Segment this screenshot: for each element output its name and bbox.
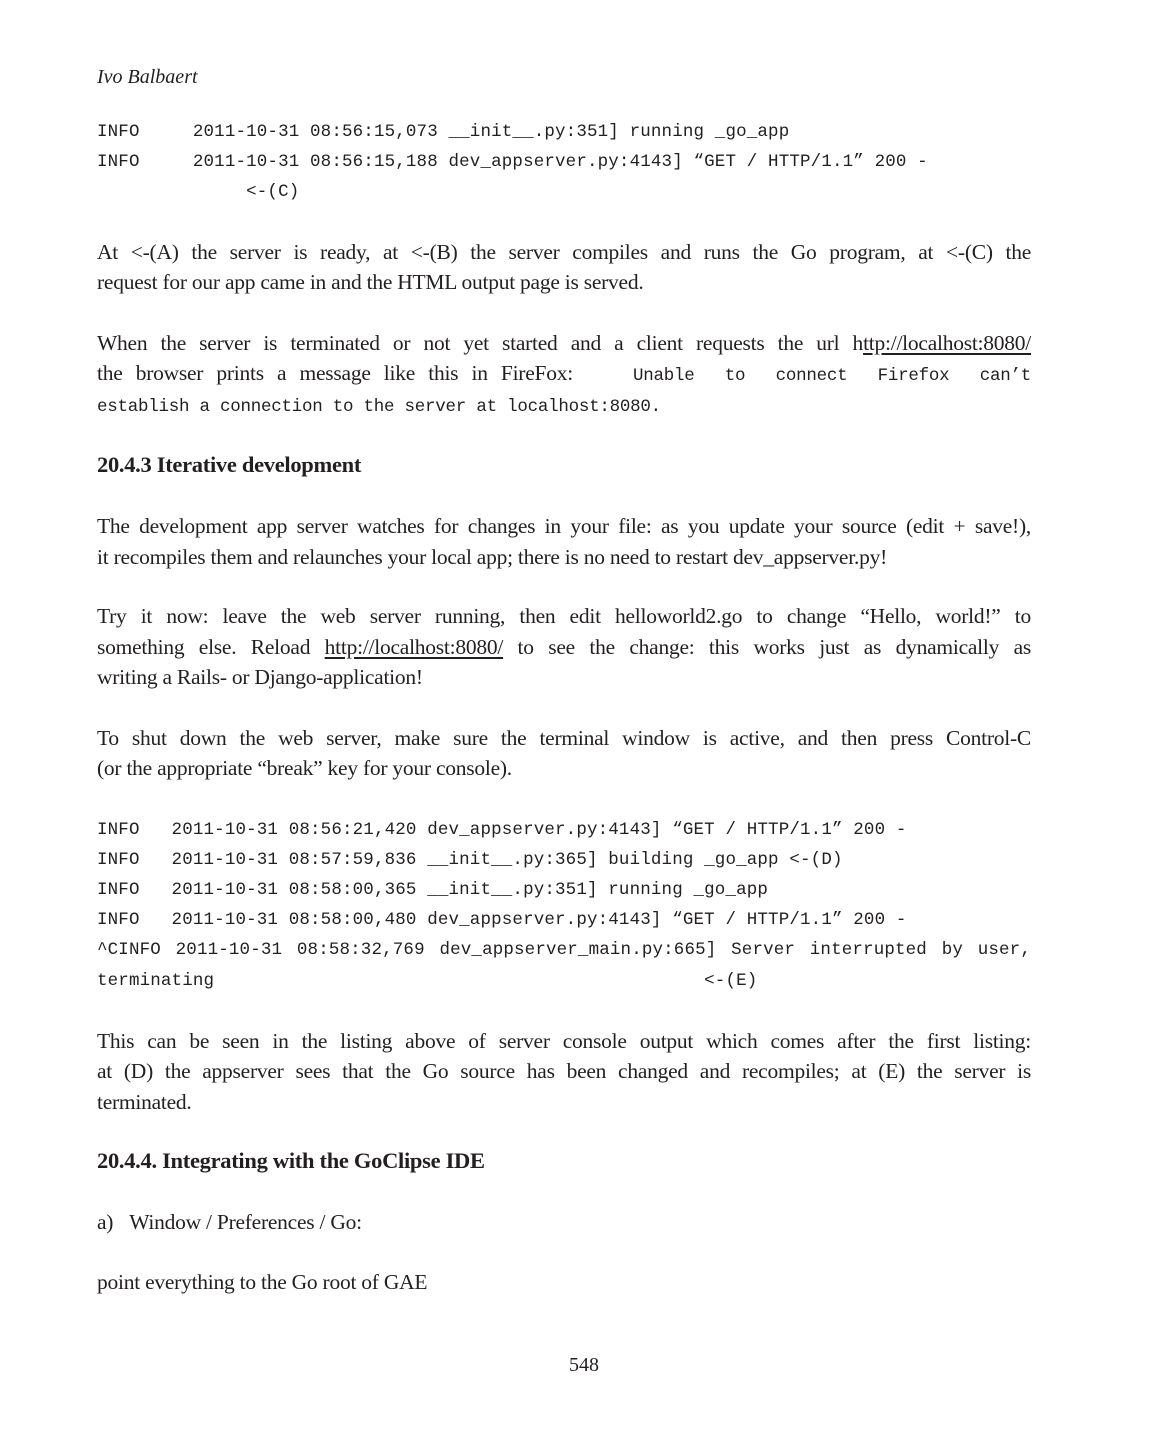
spacer	[573, 379, 633, 380]
list-item-a	[97, 1207, 1031, 1238]
code-line: INFO 2011-10-31 08:57:59,836 __init__.py:365] building _go_app <-(D)	[97, 849, 843, 870]
text-line: (or the appropriate “break” key for your console).	[97, 756, 512, 781]
code-line: INFO 2011-10-31 08:58:00,365 __init__.py:351] running _go_app	[97, 880, 769, 901]
text-line-group	[97, 328, 1031, 359]
paragraph-watches-changes	[97, 511, 1031, 572]
code-line: INFO 2011-10-31 08:56:15,188 dev_appserver.py:4143] “GET / HTTP/1.1” 200 -	[97, 152, 928, 173]
section-heading-goclipse: 20.4.4. Integrating with the GoClipse IDE	[97, 1148, 485, 1174]
text-line-group	[97, 358, 1031, 392]
list-item-text: Window / Preferences / Go:	[129, 1210, 362, 1235]
spacer	[113, 1228, 129, 1229]
page-number: 548	[569, 1354, 599, 1377]
text-line: The development app server watches for changes in your file: as you update your source (edit + save!),	[97, 514, 1031, 539]
code-line: <-(C)	[97, 182, 300, 203]
text: to see the change: this works just as dynamically as	[503, 634, 1031, 659]
text-line: At <-(A) the server is ready, at <-(B) the server compiles and runs the Go program, at <-(C) the	[97, 239, 1031, 264]
section-heading-iterative-development: 20.4.3 Iterative development	[97, 452, 362, 478]
code-line: terminating <-(E)	[97, 970, 758, 991]
console-listing-2	[97, 815, 1031, 996]
error-message-code: Unable to connect Firefox can’t	[632, 366, 1031, 387]
text-line: This can be seen in the listing above of server console output which comes after the first listing:	[97, 1028, 1031, 1053]
text-line: writing a Rails- or Django-application!	[97, 665, 423, 690]
paragraph-server-stages	[97, 237, 1031, 298]
text-line: it recompiles them and relaunches your local app; there is no need to restart dev_appserver.py!	[97, 544, 887, 569]
code-line: INFO 2011-10-31 08:56:21,420 dev_appserver.py:4143] “GET / HTTP/1.1” 200 -	[97, 819, 907, 840]
code-line: INFO 2011-10-31 08:56:15,073 __init__.py:351] running _go_app	[97, 122, 790, 142]
text-line: Try it now: leave the web server running, then edit helloworld2.go to change “Hello, world!” to	[97, 604, 1031, 629]
code-line: INFO 2011-10-31 08:58:00,480 dev_appserver.py:4143] “GET / HTTP/1.1” 200 -	[97, 910, 907, 931]
text-line-group	[97, 1207, 1031, 1238]
running-header-author: Ivo Balbaert	[97, 66, 198, 88]
text-line: point everything to the Go root of GAE	[97, 1269, 428, 1294]
text-line-group	[97, 632, 1031, 663]
paragraph-shut-down	[97, 723, 1031, 784]
localhost-link[interactable]: ttp://localhost:8080/	[863, 330, 1031, 355]
text-line: To shut down the web server, make sure the terminal window is active, and then press Control-C	[97, 725, 1031, 750]
paragraph-point-gae-root	[97, 1267, 1031, 1298]
text: something else. Reload	[97, 634, 325, 659]
console-listing-1	[97, 117, 1031, 208]
text-line: request for our app came in and the HTML output page is served.	[97, 270, 644, 295]
code-line: ^CINFO 2011-10-31 08:58:32,769 dev_appserver_main.py:665] Server interrupted by user,	[97, 940, 1031, 961]
text-line: terminated.	[97, 1089, 192, 1114]
paragraph-server-terminated	[97, 328, 1031, 423]
error-message-code: establish a connection to the server at localhost:8080.	[97, 396, 661, 417]
paragraph-listing-explanation	[97, 1026, 1031, 1118]
localhost-link[interactable]: http://localhost:8080/	[324, 634, 504, 659]
text: the browser prints a message like this in FireFox:	[97, 361, 573, 386]
paragraph-try-it-now	[97, 601, 1031, 693]
list-marker: a)	[97, 1210, 114, 1235]
text: When the server is terminated or not yet started and a client requests the url h	[97, 330, 864, 355]
text-line: at (D) the appserver sees that the Go source has been changed and recompiles; at (E) the server is	[97, 1059, 1031, 1084]
